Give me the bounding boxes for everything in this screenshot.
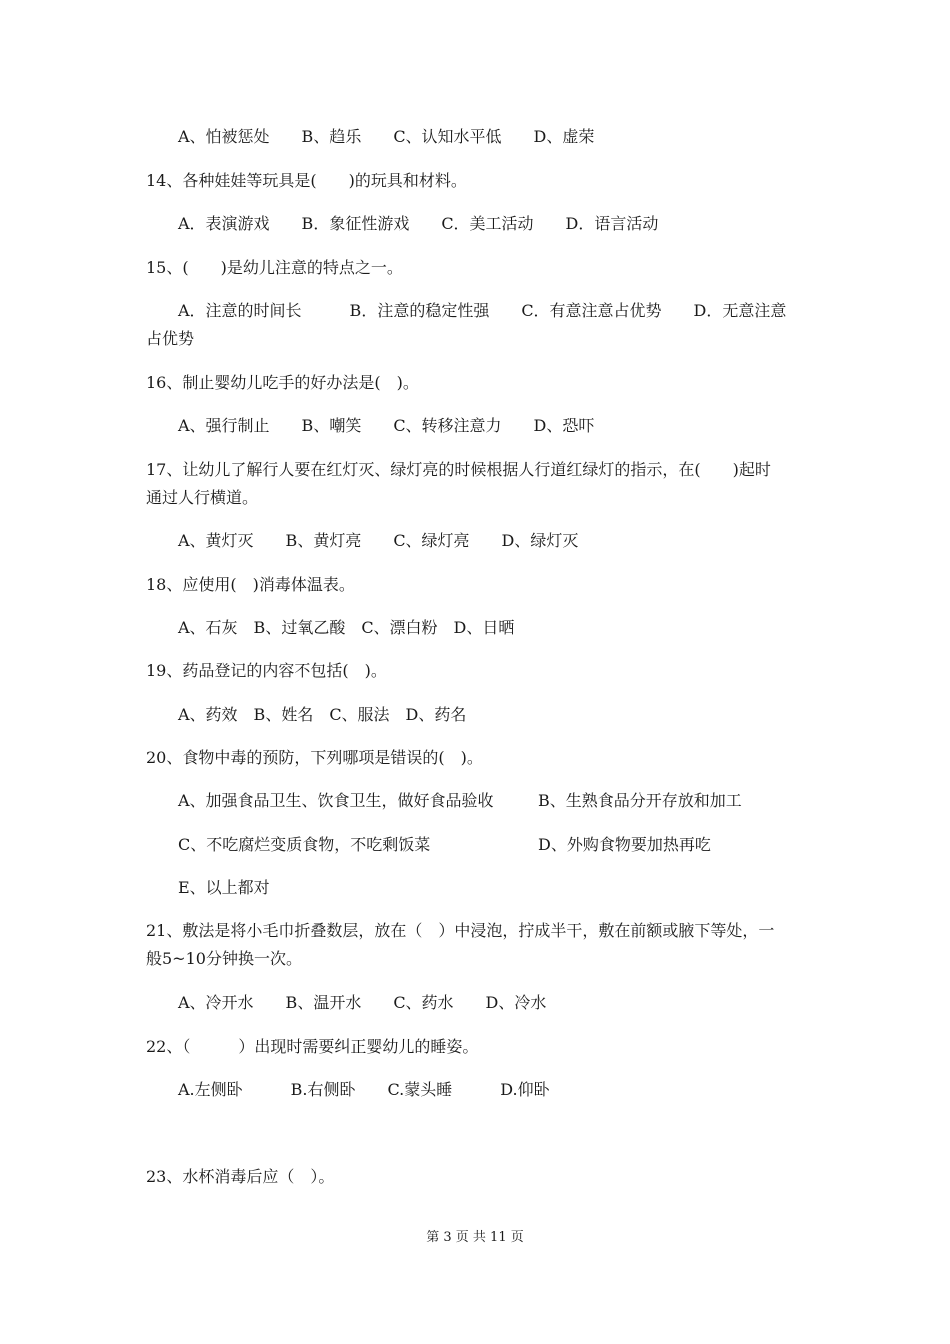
q16-options: A、强行制止 B、嘲笑 C、转移注意力 D、恐吓 bbox=[178, 416, 595, 435]
page-footer: 第 3 页 共 11 页 bbox=[426, 1230, 524, 1245]
q14-stem: 14、各种娃娃等玩具是( )的玩具和材料。 bbox=[146, 171, 467, 190]
q20-option-d: D、外购食物要加热再吃 bbox=[538, 835, 711, 854]
q18-options: A、石灰 B、过氧乙酸 C、漂白粉 D、日晒 bbox=[178, 618, 515, 637]
q21-stem-line2: 般5~10分钟换一次。 bbox=[146, 949, 302, 968]
q20-stem: 20、食物中毒的预防，下列哪项是错误的( )。 bbox=[146, 748, 483, 767]
q22-options: A.左侧卧 B.右侧卧 C.蒙头睡 D.仰卧 bbox=[178, 1080, 550, 1099]
q20-option-e: E、以上都对 bbox=[178, 878, 270, 897]
q15-stem: 15、( )是幼儿注意的特点之一。 bbox=[146, 258, 403, 277]
q16-stem: 16、制止婴幼儿吃手的好办法是( )。 bbox=[146, 373, 419, 392]
q17-options: A、黄灯灭 B、黄灯亮 C、绿灯亮 D、绿灯灭 bbox=[178, 531, 579, 550]
q19-stem: 19、药品登记的内容不包括( )。 bbox=[146, 661, 387, 680]
q15-options-line2: 占优势 bbox=[146, 329, 195, 348]
q21-stem-line1: 21、敷法是将小毛巾折叠数层，放在（ ）中浸泡，拧成半干，敷在前额或腋下等处，一 bbox=[146, 921, 775, 940]
q23-stem: 23、水杯消毒后应（ ）。 bbox=[146, 1167, 335, 1186]
q20-option-b: B、生熟食品分开存放和加工 bbox=[538, 791, 742, 810]
q20-option-c: C、不吃腐烂变质食物，不吃剩饭菜 bbox=[178, 835, 431, 854]
q14-options: A．表演游戏 B．象征性游戏 C．美工活动 D．语言活动 bbox=[178, 214, 659, 233]
q20-option-a: A、加强食品卫生、饮食卫生，做好食品验收 bbox=[178, 791, 494, 810]
q21-options: A、冷开水 B、温开水 C、药水 D、冷水 bbox=[178, 993, 547, 1012]
q22-stem: 22、（ ）出现时需要纠正婴幼儿的睡姿。 bbox=[146, 1037, 479, 1056]
q17-stem-line1: 17、让幼儿了解行人要在红灯灭、绿灯亮的时候根据人行道红绿灯的指示，在( )起时 bbox=[146, 460, 771, 479]
q13-options: A、怕被惩处 B、趋乐 C、认知水平低 D、虚荣 bbox=[178, 127, 595, 146]
q15-options-line1: A．注意的时间长 B．注意的稳定性强 C．有意注意占优势 D．无意注意 bbox=[178, 301, 787, 320]
q18-stem: 18、应使用( )消毒体温表。 bbox=[146, 575, 355, 594]
q17-stem-line2: 通过人行横道。 bbox=[146, 488, 259, 507]
q19-options: A、药效 B、姓名 C、服法 D、药名 bbox=[178, 705, 467, 724]
